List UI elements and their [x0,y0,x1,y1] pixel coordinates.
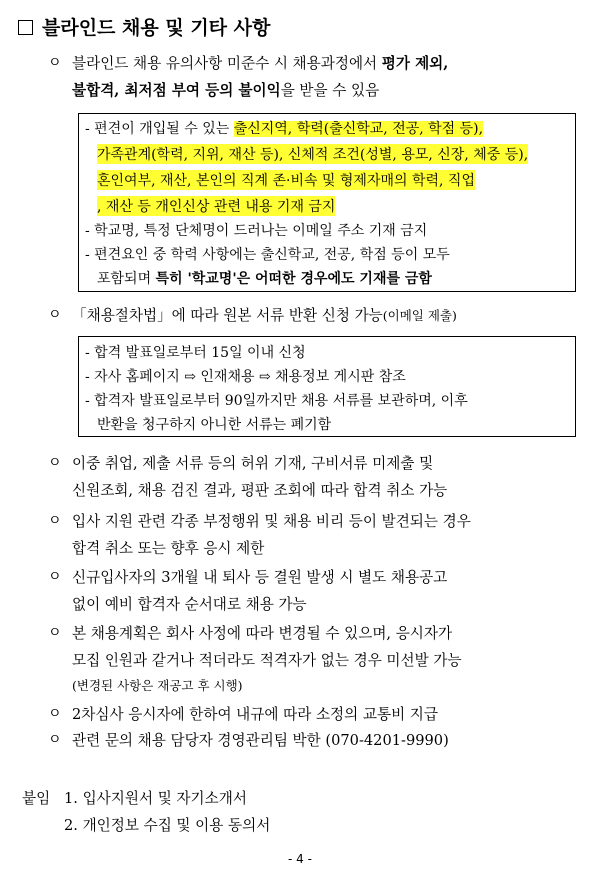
box-text-highlight: 출신지역, 학력(출신학교, 전공, 학점 등), [233,121,484,137]
box-line: - 학교명, 특정 단체명이 드러나는 이메일 주소 기재 금지 [85,223,428,239]
attachment-item: 2. 개인정보 수집 및 이용 동의서 [64,817,271,834]
checkbox-square-icon [18,20,33,35]
box-line-highlight: , 재산 등 개인신상 관련 내용 기재 금지 [97,196,335,216]
item-line-note: (변경된 사항은 재공고 후 시행) [72,678,243,693]
bullet-icon: ㅇ [48,569,62,585]
item-line: 관련 문의 채용 담당자 경영관리팀 박한 (070-4201-9990) [72,732,449,749]
item-text-bold: 불합격, 최저점 부여 등의 불이익 [72,82,281,99]
bullet-icon: ㅇ [48,625,62,641]
item-line: 합격 취소 또는 향후 응시 제한 [72,540,265,557]
box-line: - 편견요인 중 학력 사항에는 출신학교, 전공, 학점 등이 모두 [85,247,450,263]
attachment-label: 붙임 [22,790,51,807]
box-line: - 합격 발표일로부터 15일 이내 신청 [85,345,306,361]
item-text: 「채용절차법」에 따라 원본 서류 반환 신청 가능 [72,307,383,324]
document-return-box [78,336,576,437]
item-text-small: (이메일 제출) [382,308,457,323]
blind-hiring-notice-box [78,113,576,292]
item-text: 을 받을 수 있음 [280,82,380,99]
item-line: 이중 취업, 제출 서류 등의 허위 기재, 구비서류 미제출 및 [72,455,434,472]
box-line [85,118,483,138]
box-line [97,268,432,288]
box-line: - 합격자 발표일로부터 90일까지만 채용 서류를 보관하며, 이후 [85,393,468,409]
bullet-icon: ㅇ [48,307,62,323]
box-line: 반환을 청구하지 아니한 서류는 폐기함 [97,417,332,433]
section-title-text: 블라인드 채용 및 기타 사항 [42,17,271,39]
bullet-icon: ㅇ [48,732,62,748]
attachment-item: 1. 입사지원서 및 자기소개서 [64,790,247,807]
bullet-icon: ㅇ [48,455,62,471]
item-line [72,79,379,100]
box-line-highlight: 혼인여부, 재산, 본인의 직계 존·비속 및 형제자매의 학력, 직업 [97,170,475,190]
box-text: - 편견이 개입될 수 있는 [85,121,234,137]
item-line: 신원조회, 채용 검진 결과, 평판 조회에 따라 합격 취소 가능 [72,482,448,499]
item-text: 블라인드 채용 유의사항 미준수 시 채용과정에서 [72,55,382,72]
bullet-icon: ㅇ [48,513,62,529]
box-text-bold: 특히 '학교명'은 어떠한 경우에도 기재를 금함 [155,271,432,287]
box-line-highlight: 가족관계(학력, 지위, 재산 등), 신체적 조건(성별, 용모, 신장, 체중 등), [97,144,528,164]
box-text: 포함되며 [97,271,156,287]
item-line: 본 채용계획은 회사 사정에 따라 변경될 수 있으며, 응시자가 [72,625,453,642]
item-line [72,52,448,73]
bullet-icon: ㅇ [48,55,62,71]
item-text-bold: 평가 제외, [381,55,449,72]
item-line: 모집 인원과 같거나 적더라도 적격자가 없는 경우 미선발 가능 [72,652,462,669]
item-line: 입사 지원 관련 각종 부정행위 및 채용 비리 등이 발견되는 경우 [72,513,471,530]
item-line: 2차심사 응시자에 한하여 내규에 따라 소정의 교통비 지급 [72,706,439,723]
section-title [18,13,270,40]
item-line: 없이 예비 합격자 순서대로 채용 가능 [72,596,307,613]
box-line: - 자사 홈페이지 ⇨ 인재채용 ⇨ 채용정보 게시판 참조 [85,369,406,385]
item-line: 신규입사자의 3개월 내 퇴사 등 결원 발생 시 별도 채용공고 [72,569,448,586]
bullet-icon: ㅇ [48,706,62,722]
item-line [72,304,457,325]
page-number: - 4 - [288,852,312,866]
